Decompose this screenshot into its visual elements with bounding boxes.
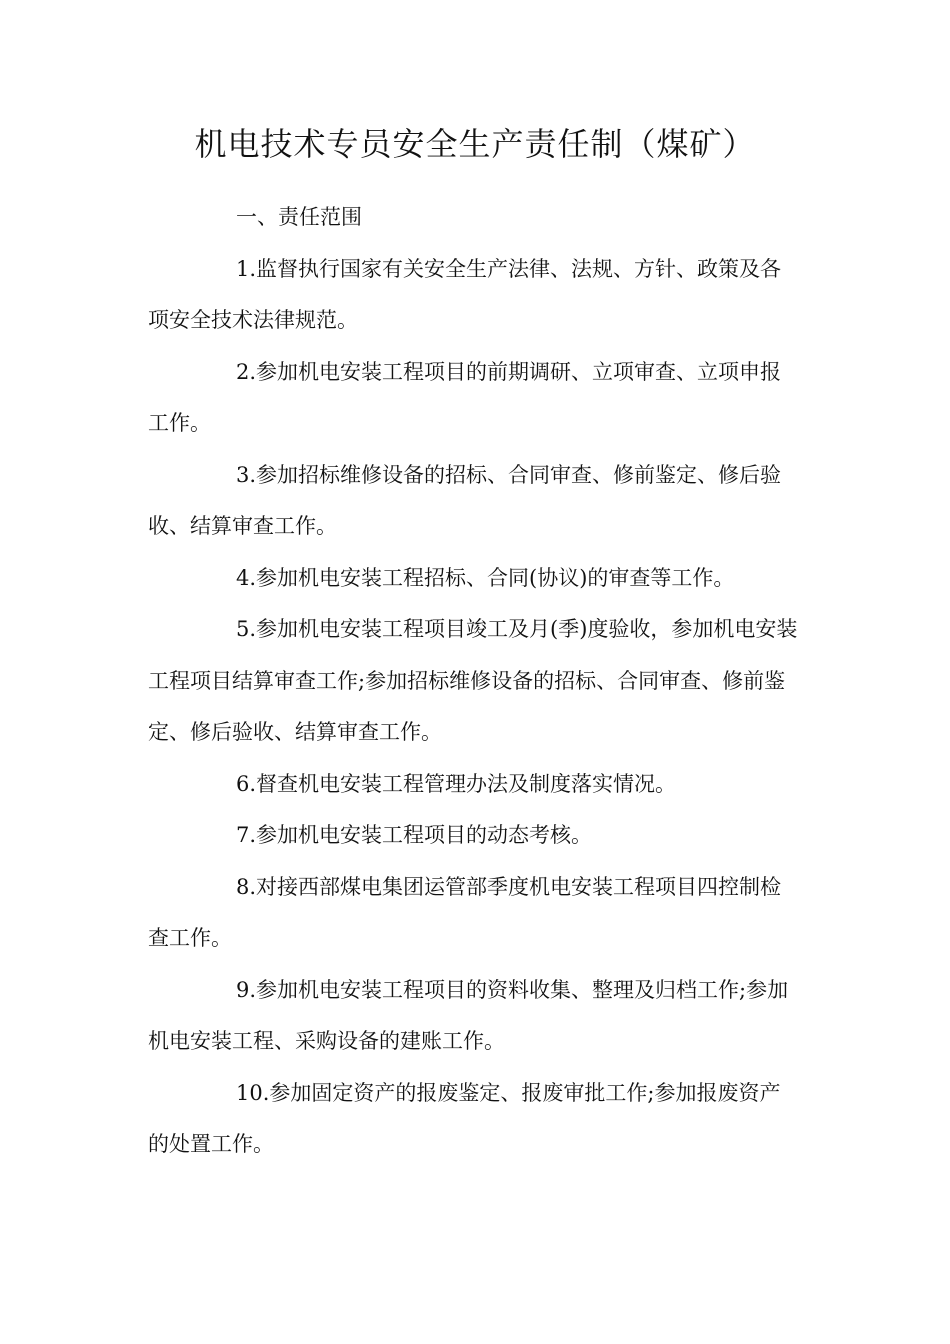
list-item-5: 5.参加机电安装工程项目竣工及月(季)度验收，参加机电安装工程项目结算审查工作;参加招标维修设备的招标、合同审查、修前鉴定、修后验收、结算审查工作。: [148, 617, 798, 744]
document-title: 机电技术专员安全生产责任制（煤矿）: [194, 125, 756, 163]
section-heading: 一、责任范围: [236, 205, 362, 229]
list-item-9: 9.参加机电安装工程项目的资料收集、整理及归档工作;参加机电安装工程、采购设备的建账工作。: [148, 977, 789, 1053]
list-item-6: 6.督查机电安装工程管理办法及制度落实情况。: [236, 771, 677, 796]
list-item-3: 3.参加招标维修设备的招标、合同审查、修前鉴定、修后验收、结算审查工作。: [148, 462, 782, 538]
list-item-7: 7.参加机电安装工程项目的动态考核。: [236, 823, 593, 847]
list-item-8: 8.对接西部煤电集团运管部季度机电安装工程项目四控制检查工作。: [148, 874, 782, 950]
list-item-1: 1.监督执行国家有关安全生产法律、法规、方针、政策及各项安全技术法律规范。: [148, 256, 782, 332]
list-item-2: 2.参加机电安装工程项目的前期调研、立项审查、立项申报工作。: [148, 359, 782, 435]
list-item-10: 10.参加固定资产的报废鉴定、报废审批工作;参加报废资产的处置工作。: [148, 1080, 781, 1156]
document-body: [148, 192, 798, 1171]
list-item-4: 4.参加机电安装工程招标、合同(协议)的审查等工作。: [236, 565, 735, 590]
